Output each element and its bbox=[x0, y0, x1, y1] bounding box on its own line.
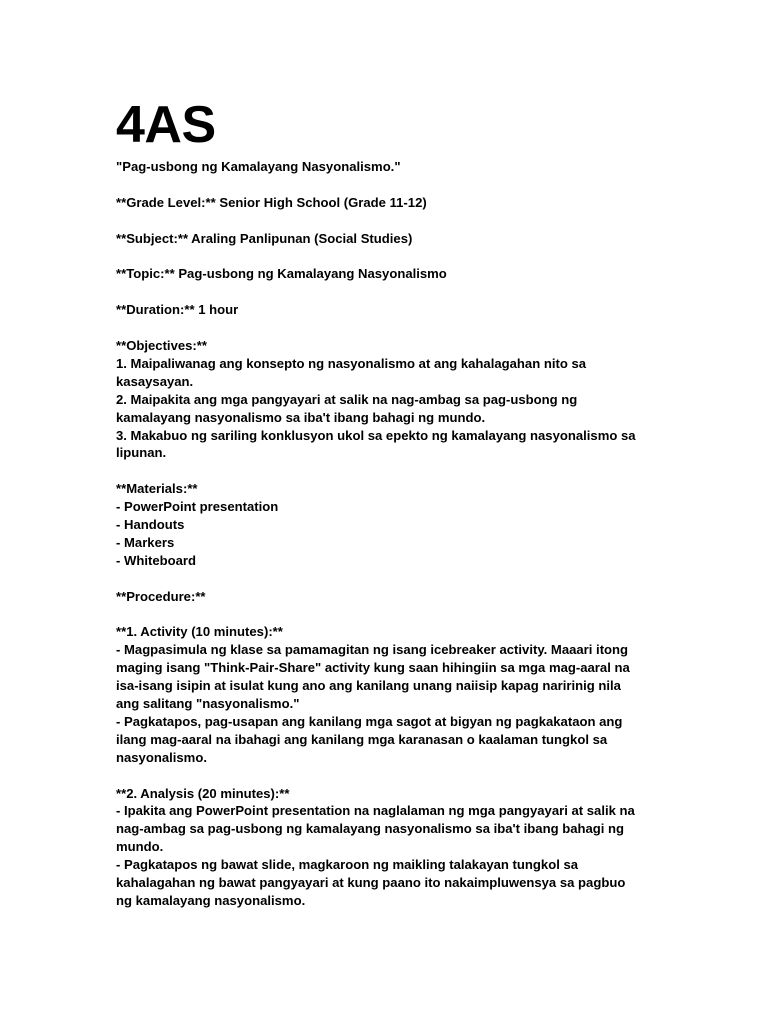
objective-line: 1. Maipaliwanag ang konsepto ng nasyonalismo at ang kahalagahan nito sa bbox=[116, 355, 587, 371]
subject-line: **Subject:** Araling Panlipunan (Social Studies) bbox=[116, 230, 413, 246]
spacer bbox=[116, 176, 676, 194]
document-body bbox=[116, 158, 676, 910]
activity-heading: **1. Activity (10 minutes):** bbox=[116, 624, 283, 640]
analysis-line: - Pagkatapos ng bawat slide, magkaroon ng maikling talakayan tungkol sa bbox=[116, 857, 579, 873]
duration-line: **Duration:** 1 hour bbox=[116, 302, 239, 318]
objective-line: lipunan. bbox=[116, 445, 167, 461]
objectives-heading: **Objectives:** bbox=[116, 337, 207, 353]
activity-line: nasyonalismo. bbox=[116, 749, 207, 765]
spacer bbox=[116, 212, 676, 230]
material-item: - PowerPoint presentation bbox=[116, 499, 279, 515]
spacer bbox=[116, 283, 676, 301]
analysis-line: mundo. bbox=[116, 839, 164, 855]
spacer bbox=[116, 462, 676, 480]
lesson-subtitle: "Pag-usbong ng Kamalayang Nasyonalismo." bbox=[116, 159, 401, 174]
activity-line: isa-isang isipin at isulat kung ano ang kanilang unang naiisip kapag naririnig nila bbox=[116, 678, 621, 694]
procedure-heading: **Procedure:** bbox=[116, 588, 206, 604]
analysis-line: kahalagahan ng bawat pangyayari at kung paano ito nakaimpluwensya sa pagbuo bbox=[116, 875, 626, 891]
spacer bbox=[116, 319, 676, 337]
document-page bbox=[116, 96, 676, 910]
analysis-line: - Ipakita ang PowerPoint presentation na naglalaman ng mga pangyayari at salik na bbox=[116, 803, 635, 819]
topic-line: **Topic:** Pag-usbong ng Kamalayang Nasyonalismo bbox=[116, 266, 447, 282]
spacer bbox=[116, 606, 676, 624]
activity-line: maging isang "Think-Pair-Share" activity kung saan hihingiin sa mga mag-aaral na bbox=[116, 660, 630, 676]
objective-line: 2. Maipakita ang mga pangyayari at salik na nag-ambag sa pag-usbong ng bbox=[116, 391, 578, 407]
material-item: - Markers bbox=[116, 534, 175, 550]
document-title: 4AS bbox=[116, 96, 216, 154]
grade-level-line: **Grade Level:** Senior High School (Grade 11-12) bbox=[116, 194, 427, 210]
material-item: - Whiteboard bbox=[116, 552, 197, 568]
spacer bbox=[116, 570, 676, 588]
activity-line: ang salitang "nasyonalismo." bbox=[116, 696, 300, 712]
materials-heading: **Materials:** bbox=[116, 481, 198, 497]
activity-line: - Magpasimula ng klase sa pamamagitan ng isang icebreaker activity. Maaari itong bbox=[116, 642, 629, 658]
objective-line: kasaysayan. bbox=[116, 373, 194, 389]
spacer bbox=[116, 248, 676, 266]
activity-line: ilang mag-aaral na ibahagi ang kanilang mga karanasan o kaalaman tungkol sa bbox=[116, 731, 608, 747]
objective-line: 3. Makabuo ng sariling konklusyon ukol sa epekto ng kamalayang nasyonalismo sa bbox=[116, 427, 636, 443]
analysis-heading: **2. Analysis (20 minutes):** bbox=[116, 785, 290, 801]
spacer bbox=[116, 767, 676, 785]
material-item: - Handouts bbox=[116, 517, 185, 533]
analysis-line: nag-ambag sa pag-usbong ng kamalayang nasyonalismo sa iba't ibang bahagi ng bbox=[116, 821, 625, 837]
objective-line: kamalayang nasyonalismo sa iba't ibang bahagi ng mundo. bbox=[116, 409, 486, 425]
activity-line: - Pagkatapos, pag-usapan ang kanilang mga sagot at bigyan ng pagkakataon ang bbox=[116, 713, 623, 729]
analysis-line: ng kamalayang nasyonalismo. bbox=[116, 893, 306, 909]
